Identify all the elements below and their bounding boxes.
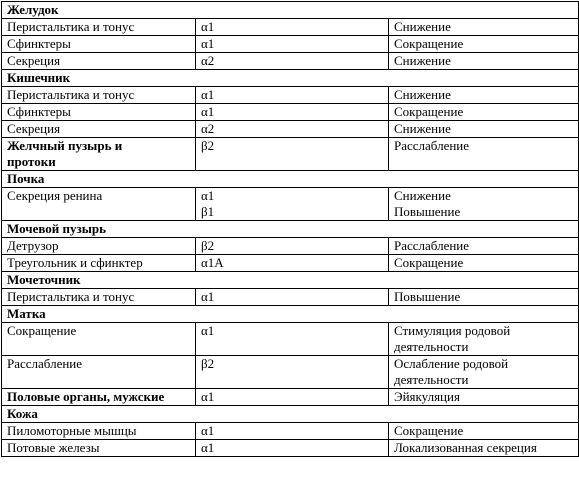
receptor-line: α1	[201, 188, 215, 203]
receptor-cell: α2	[196, 121, 389, 138]
organ-cell: Треугольник и сфинктер	[2, 255, 196, 272]
receptor-cell: α1	[196, 440, 389, 457]
effect-cell: Расслабление	[389, 138, 579, 171]
receptor-cell: α1	[196, 19, 389, 36]
receptor-cell: β2	[196, 138, 389, 171]
organ-cell: Детрузор	[2, 238, 196, 255]
receptor-cell: β2	[196, 238, 389, 255]
organ-cell: Перистальтика и тонус	[2, 19, 196, 36]
receptor-cell: α1	[196, 36, 389, 53]
table-row	[2, 289, 579, 306]
organ-line: протоки	[7, 154, 56, 169]
receptor-cell: α1	[196, 323, 389, 356]
organ-cell: Половые органы, мужские	[2, 389, 196, 406]
organ-cell: Сокращение	[2, 323, 196, 356]
table-row	[2, 440, 579, 457]
organ-cell: Секреция ренина	[2, 188, 196, 221]
table-row	[2, 36, 579, 53]
table-row	[2, 238, 579, 255]
effect-cell: Сокращение	[389, 255, 579, 272]
effect-cell: Сокращение	[389, 104, 579, 121]
section-row	[2, 221, 579, 238]
table-row	[2, 255, 579, 272]
receptor-cell: α1	[196, 87, 389, 104]
section-title: Мочеточник	[2, 272, 579, 289]
effect-line: Ослабление родовой	[394, 356, 509, 371]
table-row	[2, 323, 579, 356]
effect-cell: Снижение	[389, 121, 579, 138]
organ-cell: Секреция	[2, 53, 196, 70]
effect-line: Стимуляция родовой	[394, 323, 511, 338]
table-row	[2, 188, 579, 221]
effect-cell	[389, 188, 579, 221]
effect-line: Снижение	[394, 188, 451, 203]
adrenergic-receptor-table	[1, 1, 579, 457]
effect-cell: Снижение	[389, 19, 579, 36]
section-row	[2, 70, 579, 87]
section-row	[2, 272, 579, 289]
organ-line: Желчный пузырь и	[7, 138, 123, 153]
receptor-line: β1	[201, 204, 215, 219]
table-row	[2, 423, 579, 440]
receptor-cell: α2	[196, 53, 389, 70]
receptor-cell: α1	[196, 389, 389, 406]
effect-cell: Повышение	[389, 289, 579, 306]
receptor-cell: β2	[196, 356, 389, 389]
organ-cell: Секреция	[2, 121, 196, 138]
organ-cell: Расслабление	[2, 356, 196, 389]
section-row	[2, 406, 579, 423]
table-row	[2, 53, 579, 70]
effect-cell: Сокращение	[389, 36, 579, 53]
organ-cell: Перистальтика и тонус	[2, 87, 196, 104]
receptor-cell: α1	[196, 289, 389, 306]
effect-cell: Сокращение	[389, 423, 579, 440]
section-title: Матка	[2, 306, 579, 323]
section-row	[2, 171, 579, 188]
effect-cell	[389, 323, 579, 356]
effect-cell: Локализованная секреция	[389, 440, 579, 457]
effect-cell: Снижение	[389, 53, 579, 70]
section-title: Желудок	[2, 2, 579, 19]
organ-cell: Сфинктеры	[2, 36, 196, 53]
organ-cell: Сфинктеры	[2, 104, 196, 121]
table-row	[2, 19, 579, 36]
organ-cell: Перистальтика и тонус	[2, 289, 196, 306]
section-title: Кожа	[2, 406, 579, 423]
effect-line: деятельности	[394, 372, 469, 387]
section-row	[2, 2, 579, 19]
effect-line: Повышение	[394, 204, 461, 219]
receptor-cell: α1	[196, 104, 389, 121]
effect-cell: Эйякуляция	[389, 389, 579, 406]
receptor-cell	[196, 188, 389, 221]
effect-cell	[389, 356, 579, 389]
organ-cell: Потовые железы	[2, 440, 196, 457]
effect-line: деятельности	[394, 339, 469, 354]
section-title: Кишечник	[2, 70, 579, 87]
table-row	[2, 356, 579, 389]
effect-cell: Снижение	[389, 87, 579, 104]
organ-cell: Пиломоторные мышцы	[2, 423, 196, 440]
effect-cell: Расслабление	[389, 238, 579, 255]
section-title: Почка	[2, 171, 579, 188]
table-row	[2, 389, 579, 406]
table-row	[2, 121, 579, 138]
organ-cell	[2, 138, 196, 171]
section-title: Мочевой пузырь	[2, 221, 579, 238]
table-row	[2, 87, 579, 104]
receptor-cell: α1A	[196, 255, 389, 272]
table-row	[2, 138, 579, 171]
receptor-cell: α1	[196, 423, 389, 440]
section-row	[2, 306, 579, 323]
table-row	[2, 104, 579, 121]
